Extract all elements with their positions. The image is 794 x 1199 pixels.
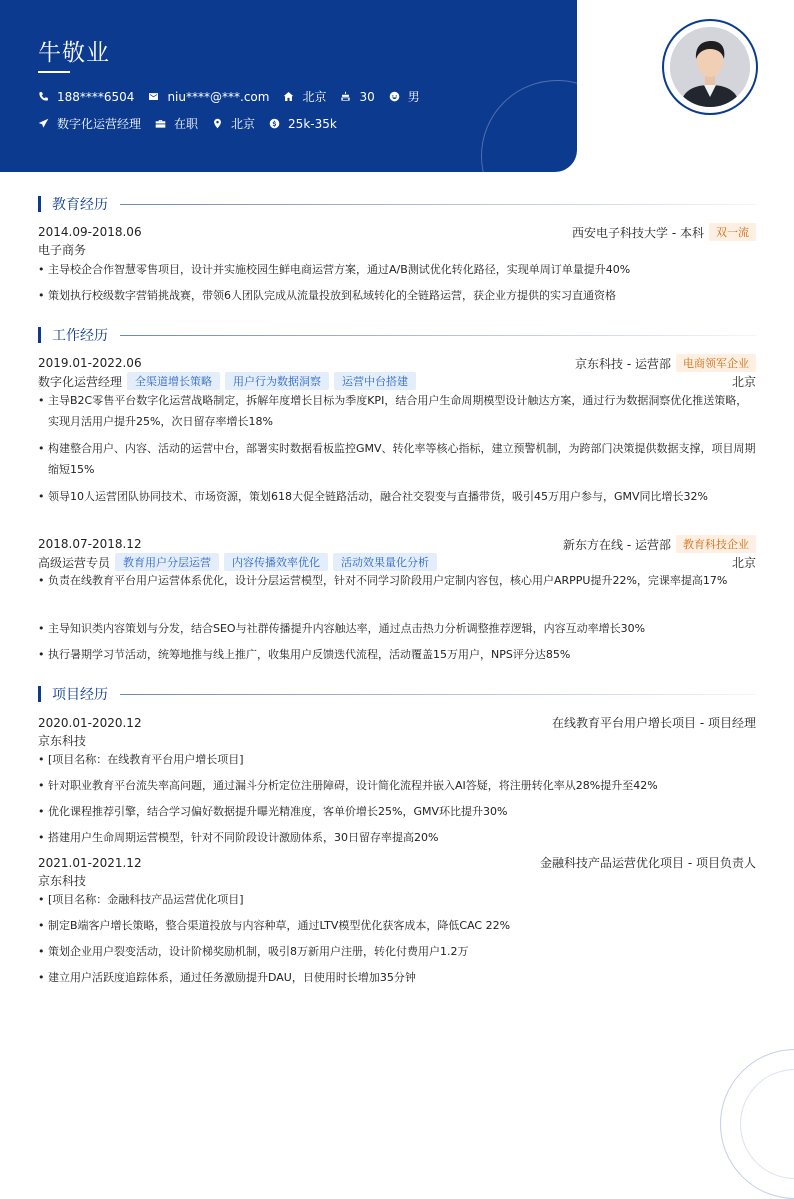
- target-position-item: [38, 115, 141, 132]
- project-entry-header: [38, 714, 756, 731]
- work-role: 数字化运营经理: [38, 374, 123, 389]
- target-position: 数字化运营经理: [57, 117, 142, 131]
- list-item: • 领导10人运营团队协同技术、市场资源，策划618大促全链路活动，融合社交裂变与直播带货，吸引45万用户参与，GMV同比增长32%: [38, 490, 708, 503]
- school-badge: 双一流: [709, 223, 756, 241]
- hometown-item: [283, 88, 326, 105]
- list-item: • 制定B端客户增长策略，整合渠道投放与内容种草，通过LTV模型优化获客成本，降低CAC 22%: [38, 919, 511, 932]
- age-text: 30: [359, 89, 375, 104]
- skill-tag: 用户行为数据洞察: [225, 372, 329, 390]
- job-intention-row: [38, 115, 351, 132]
- work-role-row: [38, 553, 756, 571]
- education-section-title: [38, 196, 756, 212]
- list-item: • [项目名称：金融科技产品运营优化项目]: [38, 893, 244, 906]
- hometown-text: 北京: [302, 90, 327, 104]
- company-badge: 教育科技企业: [676, 535, 756, 553]
- work-company-group: [563, 535, 756, 553]
- list-item: • 策划企业用户裂变活动，设计阶梯奖励机制，吸引8万新用户注册，转化付费用户1.2万: [38, 945, 469, 958]
- work-date: 2019.01-2022.06: [38, 356, 142, 370]
- project-org-row: [38, 872, 756, 889]
- education-school-group: [572, 223, 756, 241]
- list-item: • 优化课程推荐引擎，结合学习偏好数据提升曝光精准度，客单价增长25%，GMV环比提升30%: [38, 805, 508, 818]
- work-date: 2018.07-2018.12: [38, 537, 142, 551]
- list-item: • 策划执行校级数字营销挑战赛，带领6人团队完成从流量投放到私域转化的全链路运营，获企业方提供的实习直通资格: [38, 289, 616, 302]
- email-item: [148, 90, 269, 104]
- section-divider: [120, 204, 756, 205]
- salary-range: 25k-35k: [288, 116, 337, 131]
- work-location: 北京: [731, 555, 756, 570]
- project-date: 2020.01-2020.12: [38, 715, 142, 730]
- project-name-role: 金融科技产品运营优化项目 - 项目负责人: [540, 856, 756, 870]
- mail-icon: [148, 91, 159, 102]
- decorative-circle: [481, 80, 577, 172]
- avatar-frame: [664, 21, 756, 113]
- education-major-row: [38, 241, 756, 258]
- work-entry-header: [38, 535, 756, 553]
- skill-tag: 活动效果量化分析: [333, 553, 437, 571]
- profile-photo: [670, 27, 750, 107]
- send-icon: [38, 118, 49, 129]
- work-company: 京东科技 - 运营部: [575, 356, 671, 371]
- education-title: 教育经历: [52, 197, 108, 213]
- salary-item: [269, 117, 337, 131]
- work-company-group: [575, 354, 756, 372]
- work-section-title: [38, 327, 756, 343]
- section-title-bar: [38, 686, 41, 702]
- company-badge: 电商领军企业: [676, 354, 756, 372]
- cake-icon: [340, 91, 351, 102]
- status-item: [155, 115, 198, 132]
- education-date: 2014.09-2018.06: [38, 225, 142, 239]
- project-date: 2021.01-2021.12: [38, 855, 142, 870]
- phone-item: [38, 90, 134, 104]
- projects-title: 项目经历: [52, 687, 108, 703]
- gender-icon: [389, 91, 400, 102]
- section-title-bar: [38, 196, 41, 212]
- project-org: 京东科技: [38, 734, 87, 748]
- work-role-row: [38, 372, 756, 390]
- location-pin-icon: [212, 118, 223, 129]
- money-icon: [269, 118, 280, 129]
- phone-icon: [38, 91, 49, 102]
- briefcase-icon: [155, 118, 166, 129]
- skill-tag: 内容传播效率优化: [224, 553, 328, 571]
- avatar: [670, 27, 750, 107]
- email-address: niu****@***.com: [167, 89, 270, 104]
- section-title-bar: [38, 327, 41, 343]
- list-item: • 建立用户活跃度追踪体系，通过任务激励提升DAU，日使用时长增加35分钟: [38, 971, 416, 984]
- age-item: [340, 90, 374, 104]
- project-org-row: [38, 732, 756, 749]
- skill-tag: 全渠道增长策略: [127, 372, 220, 390]
- education-major: 电子商务: [38, 243, 87, 257]
- work-role: 高级运营专员: [38, 555, 111, 570]
- skill-tag: 运营中台搭建: [334, 372, 416, 390]
- list-item: • 负责在线教育平台用户运营体系优化，设计分层运营模型，针对不同学习阶段用户定制内容包，核心用户ARPPU提升22%，完课率提高17%: [38, 574, 728, 587]
- project-name-role: 在线教育平台用户增长项目 - 项目经理: [552, 716, 756, 730]
- contact-row: [38, 88, 434, 105]
- education-entry-header: [38, 223, 756, 241]
- work-location: 北京: [731, 374, 756, 389]
- phone-number: 188****6504: [57, 89, 135, 104]
- list-item: • 主导校企合作智慧零售项目，设计并实施校园生鲜电商运营方案，通过A/B测试优化转化路径，实现单周订单量提升40%: [38, 263, 631, 276]
- target-city-item: [212, 115, 255, 132]
- project-entry-header: [38, 854, 756, 871]
- target-city: 北京: [231, 117, 256, 131]
- name-underline: [38, 71, 70, 73]
- gender-item: [389, 88, 420, 105]
- status-text: 在职: [174, 117, 199, 131]
- work-entry-header: [38, 354, 756, 372]
- home-icon: [283, 91, 294, 102]
- gender-text: 男: [407, 90, 420, 104]
- candidate-name: 牛敬业: [38, 40, 110, 66]
- list-item: • [项目名称：在线教育平台用户增长项目]: [38, 753, 244, 766]
- projects-section-title: [38, 686, 756, 702]
- list-item: • 主导知识类内容策划与分发，结合SEO与社群传播提升内容触达率，通过点击热力分析调整推荐逻辑，内容互动率增长30%: [38, 622, 646, 635]
- section-divider: [120, 335, 756, 336]
- work-company: 新东方在线 - 运营部: [563, 537, 671, 552]
- skill-tag: 教育用户分层运营: [115, 553, 219, 571]
- list-item: • 搭建用户生命周期运营模型，针对不同阶段设计激励体系，30日留存率提高20%: [38, 831, 439, 844]
- education-school: 西安电子科技大学 - 本科: [572, 225, 704, 240]
- work-title: 工作经历: [52, 328, 108, 344]
- project-org: 京东科技: [38, 874, 87, 888]
- list-item: • 构建整合用户、内容、活动的运营中台，部署实时数据看板监控GMV、转化率等核心指标，建立预警机制，为跨部门决策提供数据支撑，项目周期缩短15%: [38, 442, 756, 476]
- list-item: • 主导B2C零售平台数字化运营战略制定，拆解年度增长目标为季度KPI，结合用户生命周期模型设计触达方案，通过行为数据洞察优化推送策略，实现月活用户提升25%，次日留存率增长18%: [38, 394, 748, 428]
- section-divider: [120, 694, 756, 695]
- list-item: • 执行暑期学习节活动，统筹地推与线上推广，收集用户反馈迭代流程，活动覆盖15万用户，NPS评分达85%: [38, 648, 571, 661]
- header-banner: [0, 0, 577, 172]
- list-item: • 针对职业教育平台流失率高问题，通过漏斗分析定位注册障碍，设计简化流程并嵌入AI答疑，将注册转化率从28%提升至42%: [38, 779, 658, 792]
